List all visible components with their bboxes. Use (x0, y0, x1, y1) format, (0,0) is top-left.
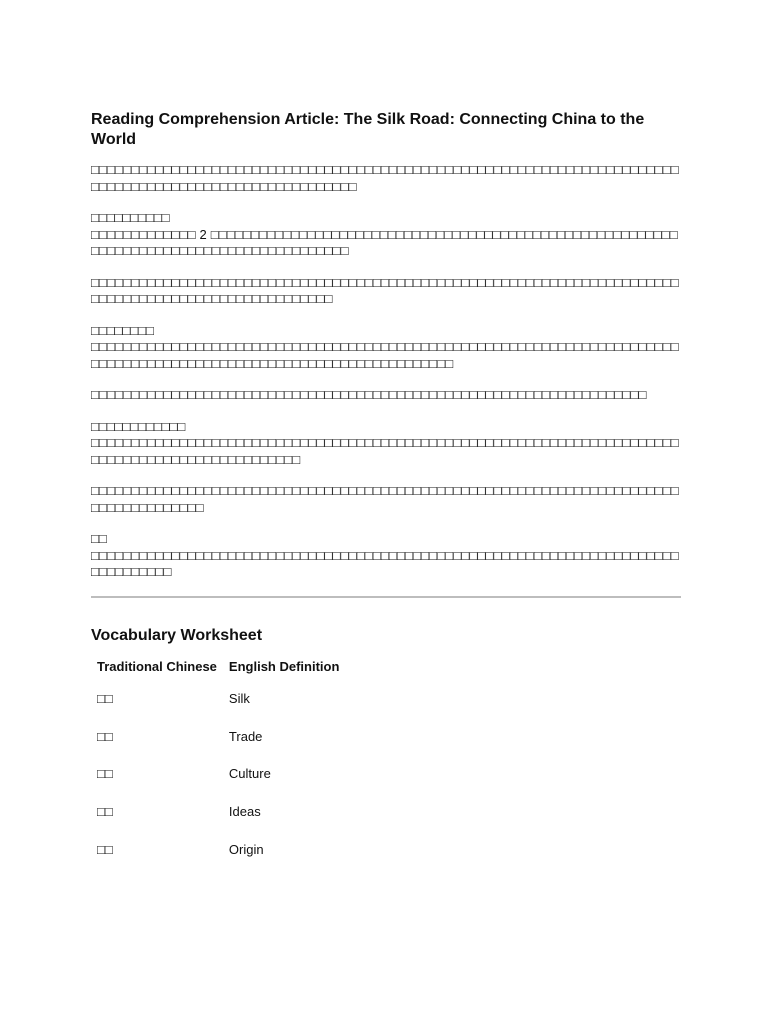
article-intro: □□□□□□□□□□□□□□□□□□□□□□□□□□□□□□□□□□□□□□□□□□□□□□□□□□□□□□□□□□□□□□□□□□□□□□□□□□□□□□□□□□□□□□□□□□□□□□□□□□□□□□□□□□ (91, 162, 679, 194)
vocab-chinese-cell: □□ (97, 766, 113, 782)
vocab-english-cell: Culture (228, 766, 271, 782)
section-3-body: □□□□□□□□□□□□□□□□□□□□□□□□□□□□□□□□□□□□□□□□□□□□□□□□□□□□□□□□□□□□□□□□□□□□□□□□□□□□□□□□□□□□□□□□□□□□□□□□□□□ (91, 435, 679, 467)
section-4-heading: □□ (91, 531, 107, 546)
section-3-body-2: □□□□□□□□□□□□□□□□□□□□□□□□□□□□□□□□□□□□□□□□□□□□□□□□□□□□□□□□□□□□□□□□□□□□□□□□□□□□□□□□□□□□□□□ (91, 483, 679, 515)
section-1-body-2: □□□□□□□□□□□□□□□□□□□□□□□□□□□□□□□□□□□□□□□□□□□□□□□□□□□□□□□□□□□□□□□□□□□□□□□□□□□□□□□□□□□□□□□□□□□□□□□□□□□□□□□ (91, 274, 679, 306)
vocabulary-title: Vocabulary Worksheet (91, 626, 263, 644)
table-row (91, 793, 345, 831)
table-row (91, 831, 345, 869)
vocab-chinese-cell: □□ (97, 804, 113, 820)
section-2 (91, 323, 681, 373)
table-row (91, 755, 345, 793)
section-3 (91, 419, 681, 469)
table-row (91, 717, 345, 755)
vocab-chinese-cell: □□ (97, 728, 113, 744)
section-4-body: □□□□□□□□□□□□□□□□□□□□□□□□□□□□□□□□□□□□□□□□□□□□□□□□□□□□□□□□□□□□□□□□□□□□□□□□□□□□□□□□□□□ (91, 547, 679, 579)
vocab-english-cell: Trade (228, 728, 263, 744)
vocab-chinese-cell: □□ (97, 690, 113, 706)
vocab-chinese-cell: □□ (97, 842, 113, 858)
section-2-body: □□□□□□□□□□□□□□□□□□□□□□□□□□□□□□□□□□□□□□□□□□□□□□□□□□□□□□□□□□□□□□□□□□□□□□□□□□□□□□□□□□□□□□□□□□□□□□□□□□□□□□□□□□□□□□□□□□□□□□ (91, 339, 679, 371)
header-traditional-chinese: Traditional Chinese (97, 659, 217, 674)
article-title: Reading Comprehension Article: The Silk Road: Connecting China to the World (91, 111, 645, 148)
vocabulary-table (91, 654, 345, 869)
section-divider (91, 596, 681, 598)
section-4 (91, 531, 681, 581)
header-english-definition: English Definition (228, 659, 340, 674)
vocab-english-cell: Silk (228, 690, 250, 706)
section-2-heading: □□□□□□□□ (91, 322, 154, 338)
document-content (91, 110, 681, 868)
section-2-body-2: □□□□□□□□□□□□□□□□□□□□□□□□□□□□□□□□□□□□□□□□□□□□□□□□□□□□□□□□□□□□□□□□□□□□□ (91, 387, 647, 402)
section-1-heading: □□□□□□□□□□ (91, 210, 170, 225)
section-1-body: □□□□□□□□□□□□□ 2 □□□□□□□□□□□□□□□□□□□□□□□□□□□□□□□□□□□□□□□□□□□□□□□□□□□□□□□□□□□□□□□□□□□□□□□□□□□□□□□□□□□□□□□□□□ (91, 226, 678, 258)
section-1 (91, 210, 681, 260)
vocab-english-cell: Origin (228, 842, 264, 858)
vocab-english-cell: Ideas (228, 804, 261, 820)
vocabulary-header-row (91, 654, 345, 680)
section-3-heading: □□□□□□□□□□□□ (91, 418, 186, 434)
table-row (91, 680, 345, 718)
